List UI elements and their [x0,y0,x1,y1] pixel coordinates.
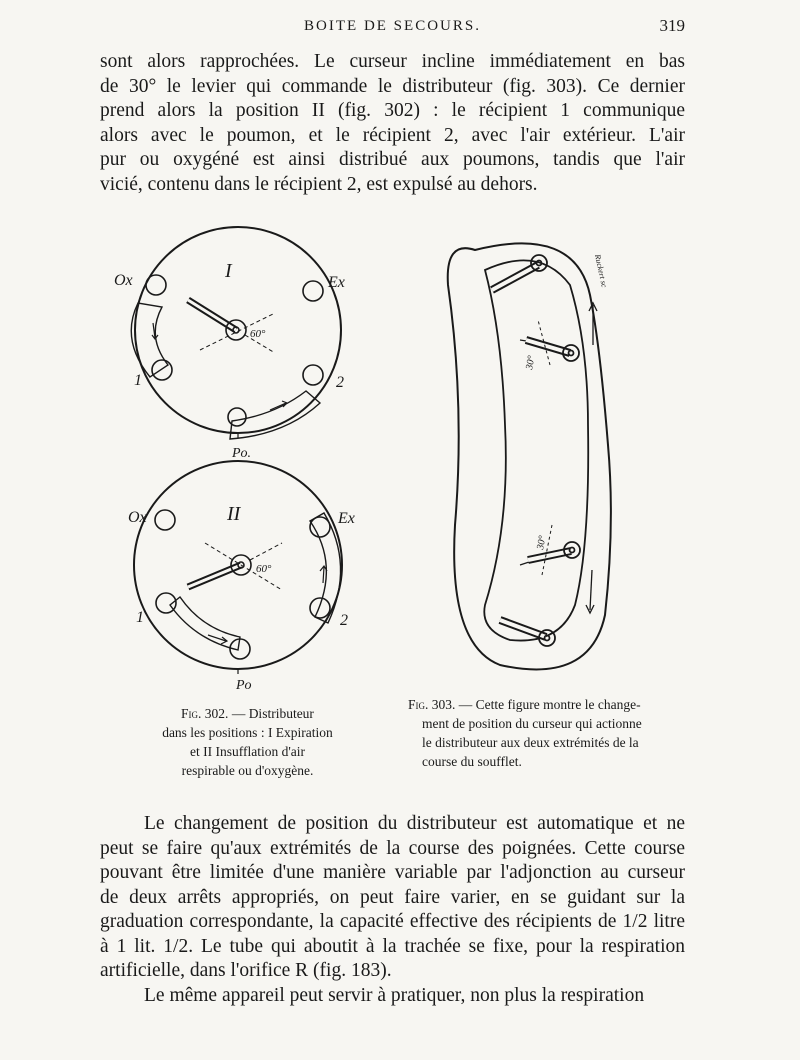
caption-302-label: Fig. 302. [181,706,229,721]
figure-303-bellows-track [440,225,625,680]
disc-2-number-2: 2 [340,612,348,629]
disc-2-roman-label: II [227,503,241,525]
page-header [100,16,685,40]
text-line: alors avec le poumon, et le récipient 2, avec l'air extérieur. L'air [100,124,685,146]
caption-303-line: le distributeur aux deux extrémités de la [422,735,639,750]
fig303-angle-bottom: 30° [535,534,549,551]
caption-fig-303 [408,695,688,771]
running-title: BOITE DE SECOURS. [304,18,481,34]
text-line: de deux arrêts appropriés, on peut faire varier, en se guidant sur la [100,886,685,908]
distributor-illustration [110,225,370,693]
disc-1-roman-label: I [225,260,232,282]
disc-1-angle-label: 60° [250,328,266,340]
caption-fig-302 [140,704,355,780]
disc-1-number-2: 2 [336,374,344,391]
caption-302-line: — Distributeur [231,706,314,721]
disc-2-angle-label: 60° [256,563,272,575]
paragraph-top [100,50,685,197]
text-line: pur ou oxygéné est ainsi distribué aux poumons, tandis que l'air [100,149,685,170]
text-line: pouvant être limitée d'une manière variable par l'adjonction au curseur [100,862,685,883]
disc-2-ex-label: Ex [338,510,355,527]
text-line: sont alors rapprochées. Le curseur incline immédiatement en bas [100,51,685,72]
text-line: graduation correspondante, la capacité effective des récipients de 1/2 litre [100,911,685,932]
disc-2-po-label: Po [236,678,252,693]
disc-1-ex-label: Ex [328,274,345,291]
caption-303-line: course du soufflet. [422,754,522,769]
disc-2-number-1: 1 [136,609,144,626]
caption-302-line: respirable ou d'oxygène. [181,763,314,778]
page-number: 319 [659,16,685,35]
caption-303-line: — Cette figure montre le change- [458,697,641,712]
text-line: Le changement de position du distributeur est automatique et ne [144,813,685,834]
caption-302-line: et II Insufflation d'air [189,744,306,759]
caption-303-label: Fig. 303. [408,697,456,712]
text-line: artificielle, dans l'orifice R (fig. 183). [100,960,392,981]
paragraph-bottom [100,812,685,1008]
fig303-angle-top: 30° [524,354,538,371]
text-line: de 30° le levier qui commande le distributeur (fig. 303). Ce dernier [100,75,685,97]
caption-303-line: ment de position du curseur qui actionne [422,716,642,731]
caption-302-line: dans les positions : I Expiration [162,725,333,740]
text-line: prend alors la position II (fig. 302) : le récipient 1 communique [100,100,685,121]
text-line: Le même appareil peut servir à pratiquer, non plus la respiration [144,984,645,1006]
bellows-track-illustration [440,225,625,680]
disc-2-ox-label: Ox [128,509,147,526]
text-line: vicié, contenu dans le récipient 2, est expulsé au dehors. [100,173,538,195]
disc-1-number-1: 1 [134,372,142,389]
figure-302-distributor [110,225,370,693]
text-line: peut se faire qu'aux extrémités de la course des poignées. Cette course [100,837,685,859]
text-line: à 1 lit. 1/2. Le tube qui aboutit à la trachée se fixe, pour la respiration [100,935,685,957]
engraver-signature: Ruckert sc [593,253,609,289]
disc-1-po-label: Po. [232,446,252,461]
disc-1-ox-label: Ox [114,272,133,289]
